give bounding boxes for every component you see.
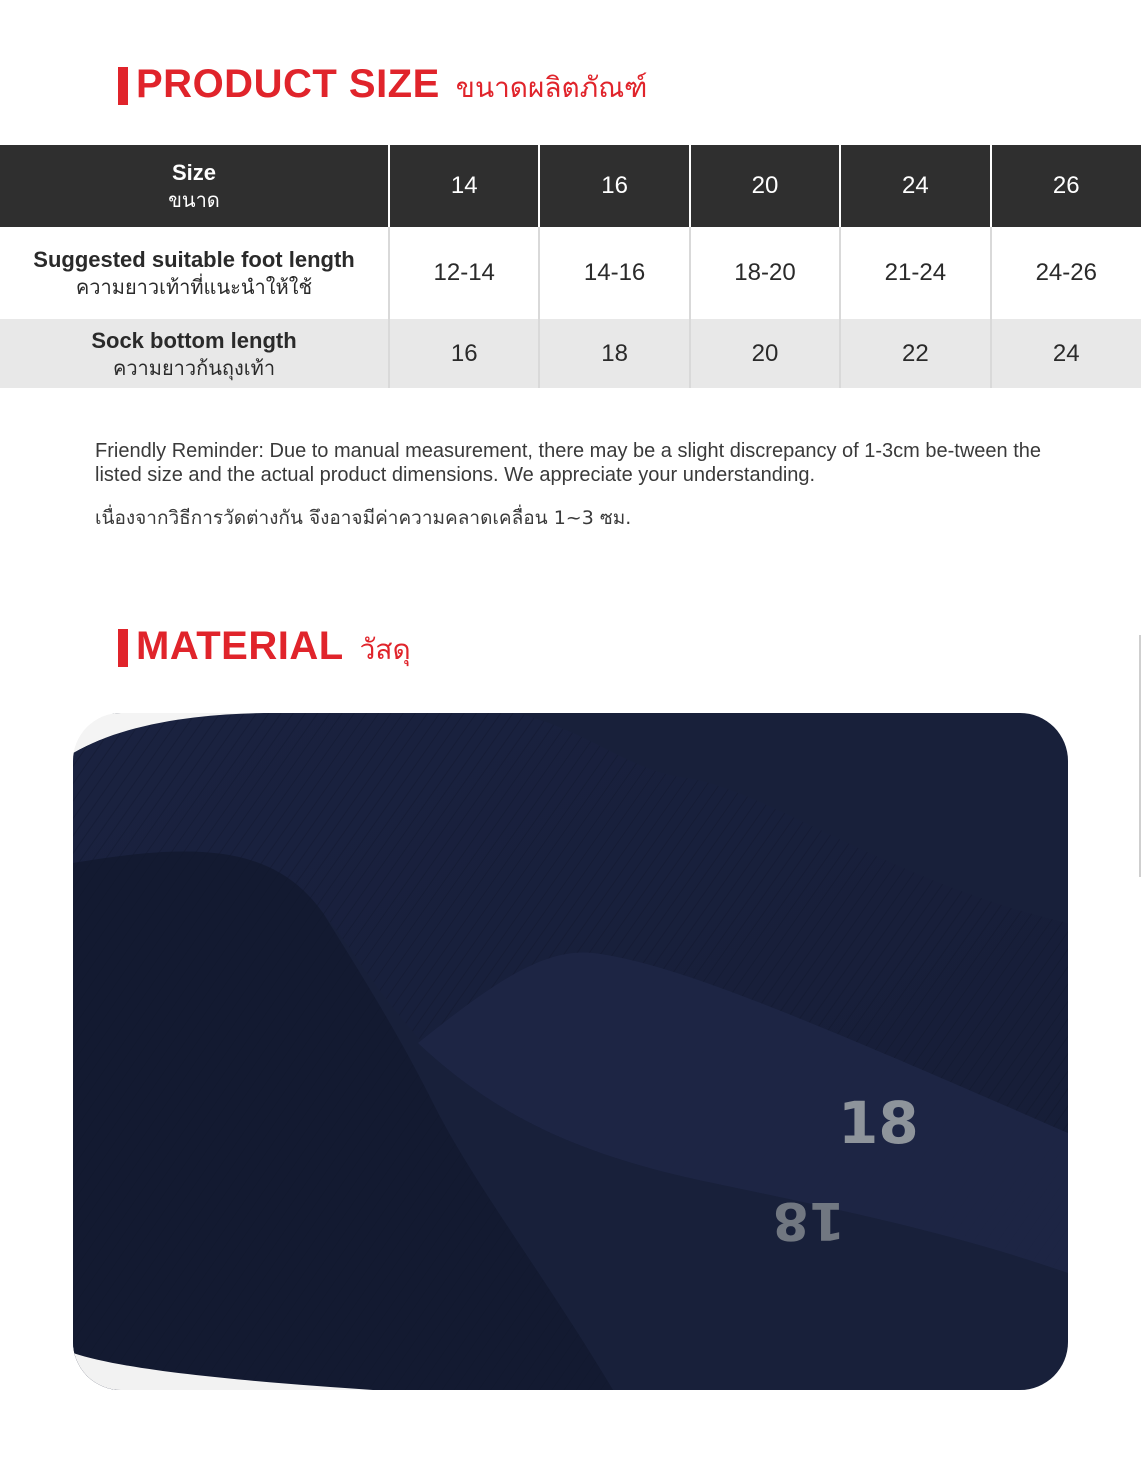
sock-material-photo	[73, 713, 1068, 1390]
size-col-header: 16	[539, 145, 689, 227]
table-cell: 22	[840, 319, 990, 388]
material-title-th: วัสดุ	[359, 633, 411, 666]
row-label-th: ความยาวเท้าที่แนะนำให้ใช้	[75, 275, 313, 299]
printed-size-label-2: 18	[772, 1190, 845, 1250]
heading-accent-bar	[118, 67, 128, 105]
table-cell: 14-16	[539, 227, 689, 319]
table-cell: 12-14	[389, 227, 539, 319]
table-row	[0, 319, 1141, 388]
product-size-title-th: ขนาดผลิตภัณฑ์	[455, 71, 648, 104]
product-size-heading	[118, 62, 647, 110]
heading-accent-bar	[118, 629, 128, 667]
row-label-en: Sock bottom length	[91, 327, 297, 353]
sock-photo-illustration	[73, 713, 1068, 1390]
table-cell: 24	[991, 319, 1141, 388]
size-col-header: 20	[690, 145, 840, 227]
size-col-header: 24	[840, 145, 990, 227]
table-cell: 18	[539, 319, 689, 388]
product-size-title-en: PRODUCT SIZE	[136, 62, 440, 106]
table-row	[0, 227, 1141, 319]
size-table	[0, 145, 1141, 388]
table-cell: 20	[690, 319, 840, 388]
size-header-row	[0, 145, 1141, 227]
reminder-text-en: Friendly Reminder: Due to manual measurement, there may be a slight discrepancy of 1-3cm be-tween the listed size and the actual product dimensions. We appreciate your understanding.	[95, 440, 1042, 486]
size-col-header: 14	[389, 145, 539, 227]
size-header-label	[0, 145, 389, 227]
material-heading	[118, 624, 411, 672]
size-col-header: 26	[991, 145, 1141, 227]
table-cell: 16	[389, 319, 539, 388]
row-label	[0, 319, 389, 388]
row-label	[0, 227, 389, 319]
table-cell: 21-24	[840, 227, 990, 319]
printed-size-label-1: 18	[838, 1089, 919, 1157]
row-label-en: Suggested suitable foot length	[33, 247, 355, 272]
size-label-en: Size	[171, 160, 217, 185]
reminder-text-th: เนื่องจากวิธีการวัดต่างกัน จึงอาจมีค่าความคลาดเคลื่อน 1~3 ซม.	[95, 507, 632, 529]
material-title-en: MATERIAL	[136, 624, 344, 668]
table-cell: 24-26	[991, 227, 1141, 319]
row-label-th: ความยาวก้นถุงเท้า	[112, 355, 276, 380]
table-cell: 18-20	[690, 227, 840, 319]
size-label-th: ขนาด	[168, 188, 220, 212]
